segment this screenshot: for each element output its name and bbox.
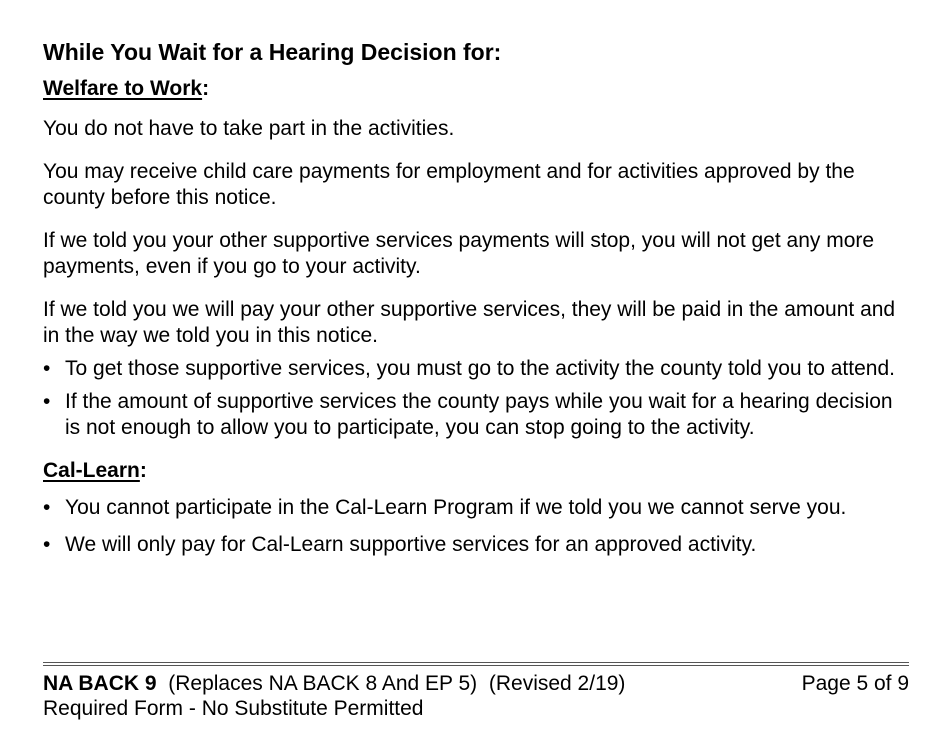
bullet-icon: • <box>43 496 51 519</box>
list-item-text: You cannot participate in the Cal-Learn Program if we told you we cannot serve you. <box>65 496 847 519</box>
paragraph: You do not have to take part in the activities. <box>43 117 455 140</box>
paragraph: You may receive child care payments for employment and for activities approved by the county before this notice. <box>43 160 855 209</box>
form-id: NA BACK 9 <box>43 672 157 695</box>
list-item-text: If the amount of supportive services the county pays while you wait for a hearing decision is not enough to allow you to participate, you can stop going to the activity. <box>65 390 893 439</box>
list-item <box>43 532 909 558</box>
bullet-list-welfare-to-work <box>43 356 909 441</box>
bullet-icon: • <box>43 357 51 380</box>
required-form-notice: Required Form - No Substitute Permitted <box>43 697 424 720</box>
page-title: While You Wait for a Hearing Decision for: <box>43 39 502 65</box>
form-info <box>43 671 625 697</box>
bullet-icon: • <box>43 390 51 413</box>
bullet-list-cal-learn <box>43 495 909 558</box>
section-heading-cal-learn <box>43 458 909 484</box>
heading-colon: : <box>202 77 210 100</box>
footer-form-line <box>43 671 909 697</box>
bullet-icon: • <box>43 533 51 556</box>
list-item-text: We will only pay for Cal-Learn supportive services for an approved activity. <box>65 533 757 556</box>
page-number: Page 5 of 9 <box>801 672 909 695</box>
form-replaces: (Replaces NA BACK 8 And EP 5) <box>168 672 478 695</box>
heading-colon: : <box>139 459 147 482</box>
list-item <box>43 389 909 441</box>
section-heading-welfare-to-work <box>43 76 909 102</box>
list-item <box>43 356 909 382</box>
section-heading-label: Welfare to Work <box>43 77 203 100</box>
paragraph: If we told you we will pay your other supportive services, they will be paid in the amount and in the way we told you in this notice. <box>43 298 896 347</box>
paragraph: If we told you your other supportive services payments will stop, you will not get any more payments, even if you go to your activity. <box>43 229 875 278</box>
page-footer <box>43 662 909 721</box>
form-revised: (Revised 2/19) <box>488 672 626 695</box>
list-item-text: To get those supportive services, you must go to the activity the county told you to attend. <box>65 357 895 380</box>
section-heading-label: Cal-Learn <box>43 459 140 482</box>
footer-divider <box>43 665 909 666</box>
footer-divider <box>43 662 909 663</box>
list-item <box>43 495 909 521</box>
document-body <box>43 38 909 558</box>
